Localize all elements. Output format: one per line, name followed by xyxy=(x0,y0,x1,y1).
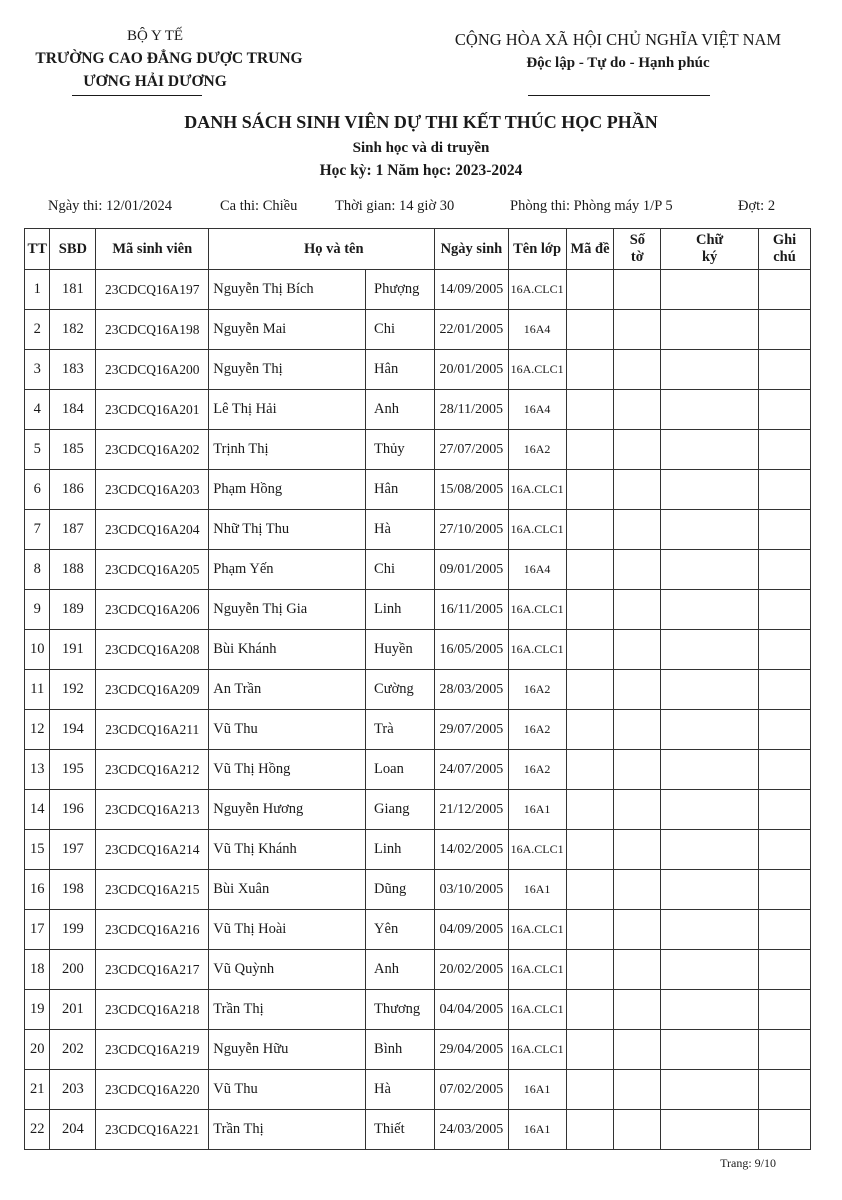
cell-given-names: Nhữ Thị Thu xyxy=(209,510,366,550)
cell-sheets xyxy=(614,270,661,310)
cell-dob: 28/03/2005 xyxy=(435,670,508,710)
cell-student-id: 23CDCQ16A208 xyxy=(96,630,209,670)
cell-note xyxy=(759,510,811,550)
table-row xyxy=(25,510,811,550)
cell-student-id: 23CDCQ16A220 xyxy=(96,1070,209,1110)
cell-class: 16A2 xyxy=(508,430,566,470)
cell-sbd: 188 xyxy=(50,550,96,590)
cell-sheets xyxy=(614,710,661,750)
cell-given-names: Trần Thị xyxy=(209,990,366,1030)
cell-tt: 18 xyxy=(25,950,50,990)
cell-first-name: Linh xyxy=(366,830,435,870)
cell-class: 16A4 xyxy=(508,390,566,430)
exam-round: Đợt: 2 xyxy=(738,198,776,214)
table-row xyxy=(25,870,811,910)
cell-sbd: 189 xyxy=(50,590,96,630)
cell-signature xyxy=(661,470,759,510)
cell-signature xyxy=(661,550,759,590)
cell-signature xyxy=(661,910,759,950)
cell-first-name: Huyền xyxy=(366,630,435,670)
cell-note xyxy=(759,270,811,310)
cell-sbd: 199 xyxy=(50,910,96,950)
cell-signature xyxy=(661,390,759,430)
cell-dob: 16/11/2005 xyxy=(435,590,508,630)
cell-sheets xyxy=(614,910,661,950)
cell-class: 16A.CLC1 xyxy=(508,990,566,1030)
cell-sbd: 183 xyxy=(50,350,96,390)
cell-first-name: Cường xyxy=(366,670,435,710)
cell-student-id: 23CDCQ16A201 xyxy=(96,390,209,430)
table-row xyxy=(25,630,811,670)
cell-tt: 6 xyxy=(25,470,50,510)
cell-sheets xyxy=(614,510,661,550)
cell-dob: 29/07/2005 xyxy=(435,710,508,750)
cell-given-names: An Trần xyxy=(209,670,366,710)
cell-student-id: 23CDCQ16A212 xyxy=(96,750,209,790)
cell-tt: 15 xyxy=(25,830,50,870)
header-student-id: Mã sinh viên xyxy=(96,229,209,270)
cell-given-names: Phạm Yến xyxy=(209,550,366,590)
cell-given-names: Nguyễn Thị Bích xyxy=(209,270,366,310)
cell-sbd: 185 xyxy=(50,430,96,470)
cell-student-id: 23CDCQ16A205 xyxy=(96,550,209,590)
national-motto: Độc lập - Tự do - Hạnh phúc xyxy=(526,55,710,71)
cell-signature xyxy=(661,950,759,990)
cell-dob: 04/09/2005 xyxy=(435,910,508,950)
cell-dob: 21/12/2005 xyxy=(435,790,508,830)
cell-class: 16A1 xyxy=(508,1110,566,1150)
cell-sheets xyxy=(614,630,661,670)
cell-sbd: 198 xyxy=(50,870,96,910)
cell-note xyxy=(759,870,811,910)
cell-class: 16A1 xyxy=(508,1070,566,1110)
table-row xyxy=(25,950,811,990)
cell-class: 16A2 xyxy=(508,710,566,750)
cell-sbd: 202 xyxy=(50,1030,96,1070)
cell-tt: 9 xyxy=(25,590,50,630)
cell-dob: 14/02/2005 xyxy=(435,830,508,870)
cell-note xyxy=(759,710,811,750)
cell-sheets xyxy=(614,590,661,630)
cell-sbd: 194 xyxy=(50,710,96,750)
cell-tt: 8 xyxy=(25,550,50,590)
cell-signature xyxy=(661,430,759,470)
cell-first-name: Hân xyxy=(366,470,435,510)
cell-dob: 04/04/2005 xyxy=(435,990,508,1030)
cell-exam-code xyxy=(566,750,614,790)
cell-tt: 1 xyxy=(25,270,50,310)
cell-given-names: Nguyễn Thị Gia xyxy=(209,590,366,630)
cell-student-id: 23CDCQ16A204 xyxy=(96,510,209,550)
cell-tt: 20 xyxy=(25,1030,50,1070)
cell-given-names: Vũ Thị Hồng xyxy=(209,750,366,790)
cell-student-id: 23CDCQ16A198 xyxy=(96,310,209,350)
header-full-name-spacer xyxy=(366,229,435,270)
cell-signature xyxy=(661,830,759,870)
cell-signature xyxy=(661,310,759,350)
cell-first-name: Trà xyxy=(366,710,435,750)
cell-first-name: Giang xyxy=(366,790,435,830)
cell-dob: 20/01/2005 xyxy=(435,350,508,390)
cell-student-id: 23CDCQ16A217 xyxy=(96,950,209,990)
cell-sbd: 195 xyxy=(50,750,96,790)
cell-sbd: 204 xyxy=(50,1110,96,1150)
cell-sheets xyxy=(614,430,661,470)
semester-info: Học kỳ: 1 Năm học: 2023-2024 xyxy=(319,162,523,179)
table-header-row xyxy=(25,229,811,270)
cell-signature xyxy=(661,1030,759,1070)
cell-student-id: 23CDCQ16A209 xyxy=(96,670,209,710)
cell-exam-code xyxy=(566,430,614,470)
table-row xyxy=(25,1030,811,1070)
cell-sbd: 186 xyxy=(50,470,96,510)
cell-student-id: 23CDCQ16A221 xyxy=(96,1110,209,1150)
college-name-line2: ƯƠNG HẢI DƯƠNG xyxy=(83,73,227,90)
cell-dob: 14/09/2005 xyxy=(435,270,508,310)
cell-given-names: Vũ Thị Khánh xyxy=(209,830,366,870)
cell-dob: 16/05/2005 xyxy=(435,630,508,670)
cell-given-names: Vũ Thu xyxy=(209,710,366,750)
cell-note xyxy=(759,950,811,990)
cell-dob: 27/10/2005 xyxy=(435,510,508,550)
cell-tt: 16 xyxy=(25,870,50,910)
header-tt: TT xyxy=(25,229,50,270)
cell-note xyxy=(759,350,811,390)
cell-exam-code xyxy=(566,630,614,670)
cell-exam-code xyxy=(566,790,614,830)
cell-class: 16A.CLC1 xyxy=(508,830,566,870)
cell-sheets xyxy=(614,550,661,590)
cell-student-id: 23CDCQ16A202 xyxy=(96,430,209,470)
table-row xyxy=(25,1110,811,1150)
cell-exam-code xyxy=(566,950,614,990)
cell-given-names: Nguyễn Mai xyxy=(209,310,366,350)
cell-first-name: Dũng xyxy=(366,870,435,910)
header-class: Tên lớp xyxy=(508,229,566,270)
exam-session: Ca thi: Chiều xyxy=(220,198,298,214)
cell-dob: 03/10/2005 xyxy=(435,870,508,910)
cell-note xyxy=(759,630,811,670)
cell-tt: 7 xyxy=(25,510,50,550)
cell-given-names: Vũ Quỳnh xyxy=(209,950,366,990)
cell-tt: 12 xyxy=(25,710,50,750)
cell-given-names: Nguyễn Hương xyxy=(209,790,366,830)
cell-signature xyxy=(661,750,759,790)
cell-student-id: 23CDCQ16A200 xyxy=(96,350,209,390)
cell-given-names: Bùi Xuân xyxy=(209,870,366,910)
cell-student-id: 23CDCQ16A206 xyxy=(96,590,209,630)
header-full-name: Họ và tên xyxy=(209,229,366,270)
cell-first-name: Hân xyxy=(366,350,435,390)
cell-student-id: 23CDCQ16A215 xyxy=(96,870,209,910)
cell-sbd: 192 xyxy=(50,670,96,710)
cell-class: 16A.CLC1 xyxy=(508,950,566,990)
cell-sbd: 201 xyxy=(50,990,96,1030)
cell-note xyxy=(759,1030,811,1070)
table-row xyxy=(25,550,811,590)
cell-student-id: 23CDCQ16A213 xyxy=(96,790,209,830)
header-left-rule xyxy=(72,95,202,96)
cell-sheets xyxy=(614,790,661,830)
cell-dob: 22/01/2005 xyxy=(435,310,508,350)
cell-given-names: Vũ Thị Hoài xyxy=(209,910,366,950)
cell-exam-code xyxy=(566,670,614,710)
cell-note xyxy=(759,990,811,1030)
cell-dob: 29/04/2005 xyxy=(435,1030,508,1070)
cell-given-names: Nguyễn Thị xyxy=(209,350,366,390)
cell-class: 16A.CLC1 xyxy=(508,470,566,510)
cell-note xyxy=(759,790,811,830)
cell-tt: 22 xyxy=(25,1110,50,1150)
cell-dob: 07/02/2005 xyxy=(435,1070,508,1110)
cell-note xyxy=(759,430,811,470)
header-right-rule xyxy=(528,95,710,96)
cell-dob: 09/01/2005 xyxy=(435,550,508,590)
cell-sheets xyxy=(614,1110,661,1150)
cell-first-name: Anh xyxy=(366,950,435,990)
header-exam-code: Mã đề xyxy=(566,229,614,270)
cell-exam-code xyxy=(566,550,614,590)
cell-signature xyxy=(661,270,759,310)
cell-sheets xyxy=(614,870,661,910)
cell-exam-code xyxy=(566,470,614,510)
cell-sheets xyxy=(614,350,661,390)
cell-class: 16A2 xyxy=(508,750,566,790)
cell-sheets xyxy=(614,990,661,1030)
exam-room: Phòng thi: Phòng máy 1/P 5 xyxy=(510,198,673,214)
cell-exam-code xyxy=(566,870,614,910)
cell-class: 16A.CLC1 xyxy=(508,270,566,310)
cell-signature xyxy=(661,630,759,670)
cell-given-names: Lê Thị Hải xyxy=(209,390,366,430)
cell-sheets xyxy=(614,830,661,870)
cell-sheets xyxy=(614,310,661,350)
cell-given-names: Nguyễn Hữu xyxy=(209,1030,366,1070)
cell-sheets xyxy=(614,950,661,990)
cell-sbd: 184 xyxy=(50,390,96,430)
cell-exam-code xyxy=(566,270,614,310)
table-row xyxy=(25,310,811,350)
exam-time: Thời gian: 14 giờ 30 xyxy=(335,198,455,214)
ministry-name: BỘ Y TẾ xyxy=(126,28,184,44)
cell-sbd: 197 xyxy=(50,830,96,870)
subject-name: Sinh học và di truyền xyxy=(352,140,490,156)
cell-note xyxy=(759,1070,811,1110)
cell-sheets xyxy=(614,1030,661,1070)
header-sbd: SBD xyxy=(50,229,96,270)
cell-first-name: Phượng xyxy=(366,270,435,310)
cell-note xyxy=(759,1110,811,1150)
cell-sheets xyxy=(614,670,661,710)
cell-first-name: Thiết xyxy=(366,1110,435,1150)
table-row xyxy=(25,910,811,950)
cell-first-name: Hà xyxy=(366,510,435,550)
cell-note xyxy=(759,590,811,630)
header-dob: Ngày sinh xyxy=(435,229,508,270)
cell-tt: 2 xyxy=(25,310,50,350)
cell-signature xyxy=(661,590,759,630)
republic-name: CỘNG HÒA XÃ HỘI CHỦ NGHĨA VIỆT NAM xyxy=(454,30,782,49)
table-row xyxy=(25,710,811,750)
cell-class: 16A.CLC1 xyxy=(508,630,566,670)
cell-sbd: 182 xyxy=(50,310,96,350)
cell-first-name: Thương xyxy=(366,990,435,1030)
cell-exam-code xyxy=(566,710,614,750)
cell-sheets xyxy=(614,1070,661,1110)
cell-signature xyxy=(661,1070,759,1110)
page-number: Trang: 9/10 xyxy=(720,1156,776,1170)
cell-first-name: Hà xyxy=(366,1070,435,1110)
cell-exam-code xyxy=(566,830,614,870)
cell-class: 16A1 xyxy=(508,790,566,830)
cell-exam-code xyxy=(566,1110,614,1150)
cell-sheets xyxy=(614,750,661,790)
cell-first-name: Anh xyxy=(366,390,435,430)
cell-class: 16A.CLC1 xyxy=(508,1030,566,1070)
cell-note xyxy=(759,910,811,950)
cell-signature xyxy=(661,870,759,910)
cell-sbd: 203 xyxy=(50,1070,96,1110)
cell-sbd: 191 xyxy=(50,630,96,670)
cell-note xyxy=(759,550,811,590)
cell-exam-code xyxy=(566,310,614,350)
cell-tt: 10 xyxy=(25,630,50,670)
cell-class: 16A.CLC1 xyxy=(508,510,566,550)
cell-note xyxy=(759,470,811,510)
cell-exam-code xyxy=(566,350,614,390)
cell-tt: 5 xyxy=(25,430,50,470)
student-list-table xyxy=(24,228,811,1150)
cell-tt: 3 xyxy=(25,350,50,390)
cell-tt: 19 xyxy=(25,990,50,1030)
cell-first-name: Linh xyxy=(366,590,435,630)
table-row xyxy=(25,750,811,790)
cell-dob: 24/03/2005 xyxy=(435,1110,508,1150)
cell-given-names: Bùi Khánh xyxy=(209,630,366,670)
cell-first-name: Yên xyxy=(366,910,435,950)
cell-sbd: 187 xyxy=(50,510,96,550)
cell-dob: 20/02/2005 xyxy=(435,950,508,990)
cell-sbd: 181 xyxy=(50,270,96,310)
cell-class: 16A1 xyxy=(508,870,566,910)
cell-exam-code xyxy=(566,990,614,1030)
cell-student-id: 23CDCQ16A216 xyxy=(96,910,209,950)
document-title: DANH SÁCH SINH VIÊN DỰ THI KẾT THÚC HỌC PHẦN xyxy=(184,112,658,132)
header-sheets: Số tờ xyxy=(614,229,661,270)
cell-class: 16A2 xyxy=(508,670,566,710)
table-row xyxy=(25,430,811,470)
cell-first-name: Loan xyxy=(366,750,435,790)
cell-note xyxy=(759,310,811,350)
cell-signature xyxy=(661,990,759,1030)
cell-class: 16A.CLC1 xyxy=(508,590,566,630)
cell-exam-code xyxy=(566,590,614,630)
table-row xyxy=(25,790,811,830)
cell-tt: 17 xyxy=(25,910,50,950)
table-row xyxy=(25,590,811,630)
cell-note xyxy=(759,750,811,790)
cell-first-name: Thủy xyxy=(366,430,435,470)
cell-dob: 28/11/2005 xyxy=(435,390,508,430)
cell-exam-code xyxy=(566,390,614,430)
cell-note xyxy=(759,830,811,870)
cell-exam-code xyxy=(566,1030,614,1070)
cell-class: 16A4 xyxy=(508,550,566,590)
exam-date: Ngày thi: 12/01/2024 xyxy=(48,198,173,214)
cell-note xyxy=(759,390,811,430)
cell-given-names: Vũ Thu xyxy=(209,1070,366,1110)
cell-sbd: 200 xyxy=(50,950,96,990)
cell-tt: 14 xyxy=(25,790,50,830)
cell-student-id: 23CDCQ16A218 xyxy=(96,990,209,1030)
cell-signature xyxy=(661,790,759,830)
cell-dob: 27/07/2005 xyxy=(435,430,508,470)
table-row xyxy=(25,470,811,510)
table-row xyxy=(25,390,811,430)
cell-dob: 15/08/2005 xyxy=(435,470,508,510)
table-row xyxy=(25,830,811,870)
cell-signature xyxy=(661,1110,759,1150)
cell-tt: 4 xyxy=(25,390,50,430)
cell-student-id: 23CDCQ16A219 xyxy=(96,1030,209,1070)
cell-note xyxy=(759,670,811,710)
cell-sheets xyxy=(614,390,661,430)
table-row xyxy=(25,670,811,710)
cell-tt: 21 xyxy=(25,1070,50,1110)
cell-student-id: 23CDCQ16A214 xyxy=(96,830,209,870)
cell-exam-code xyxy=(566,510,614,550)
cell-student-id: 23CDCQ16A211 xyxy=(96,710,209,750)
cell-student-id: 23CDCQ16A203 xyxy=(96,470,209,510)
cell-class: 16A4 xyxy=(508,310,566,350)
cell-class: 16A.CLC1 xyxy=(508,350,566,390)
header-note: Ghi chú xyxy=(759,229,811,270)
table-row xyxy=(25,1070,811,1110)
cell-tt: 11 xyxy=(25,670,50,710)
cell-sbd: 196 xyxy=(50,790,96,830)
cell-first-name: Bình xyxy=(366,1030,435,1070)
cell-given-names: Trịnh Thị xyxy=(209,430,366,470)
cell-signature xyxy=(661,710,759,750)
cell-student-id: 23CDCQ16A197 xyxy=(96,270,209,310)
college-name-line1: TRƯỜNG CAO ĐẲNG DƯỢC TRUNG xyxy=(35,50,303,67)
cell-first-name: Chi xyxy=(366,310,435,350)
cell-signature xyxy=(661,350,759,390)
cell-exam-code xyxy=(566,910,614,950)
cell-given-names: Phạm Hồng xyxy=(209,470,366,510)
cell-signature xyxy=(661,510,759,550)
table-row xyxy=(25,270,811,310)
cell-first-name: Chi xyxy=(366,550,435,590)
cell-exam-code xyxy=(566,1070,614,1110)
table-row xyxy=(25,990,811,1030)
cell-sheets xyxy=(614,470,661,510)
table-row xyxy=(25,350,811,390)
cell-tt: 13 xyxy=(25,750,50,790)
cell-dob: 24/07/2005 xyxy=(435,750,508,790)
cell-given-names: Trần Thị xyxy=(209,1110,366,1150)
cell-class: 16A.CLC1 xyxy=(508,910,566,950)
header-signature: Chữ ký xyxy=(661,229,759,270)
cell-signature xyxy=(661,670,759,710)
